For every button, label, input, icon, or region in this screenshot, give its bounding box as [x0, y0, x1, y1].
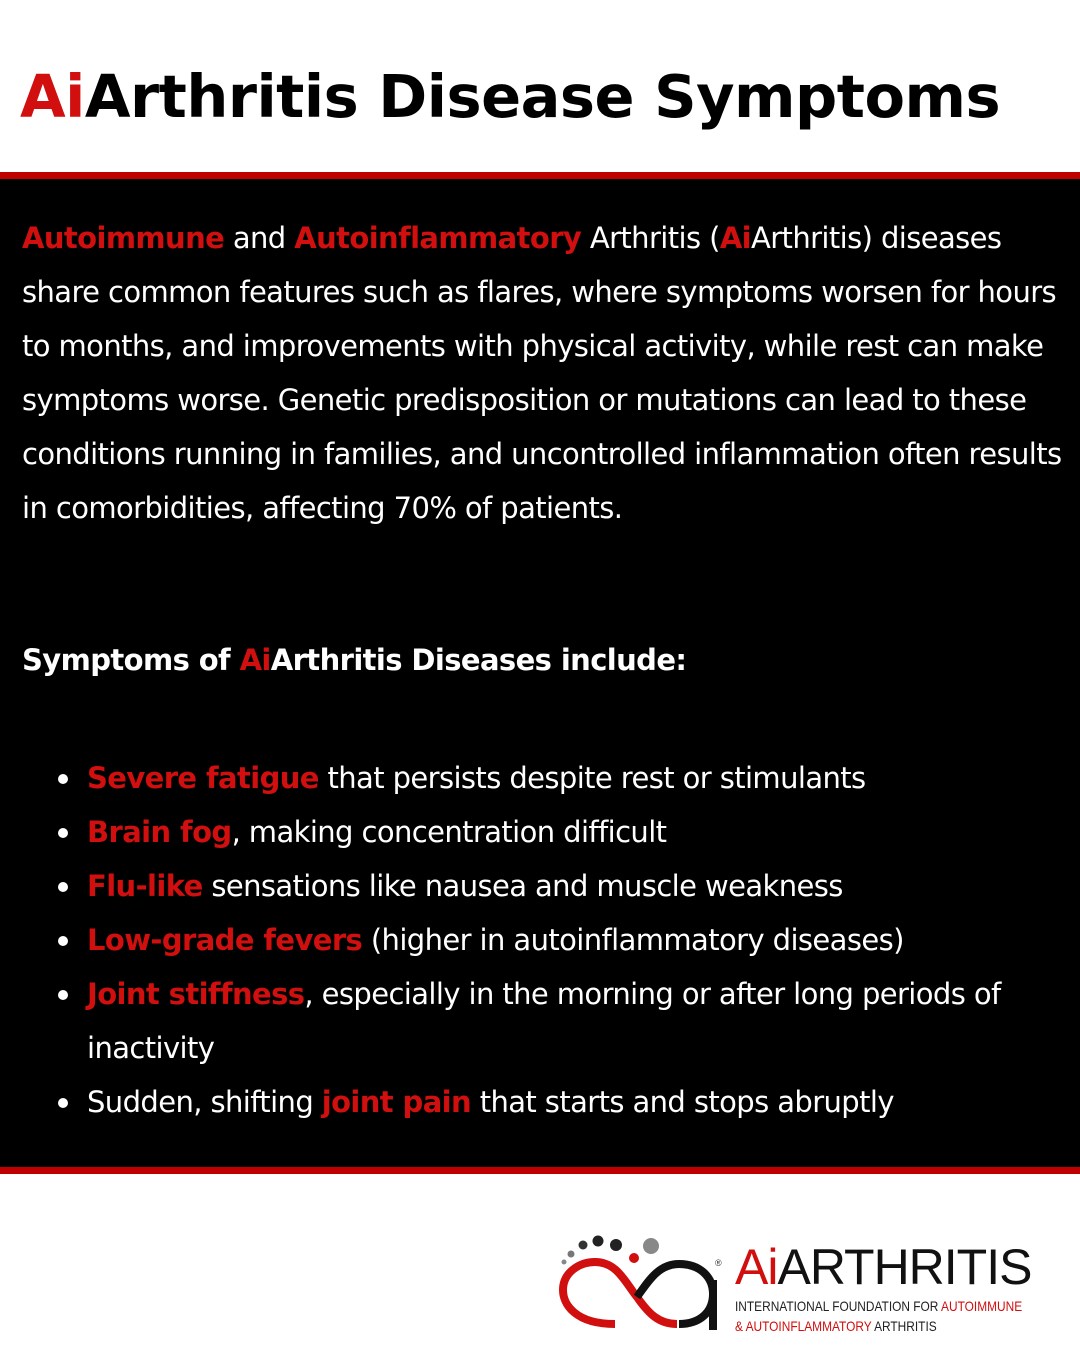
heading-accent: Ai [239, 643, 271, 677]
item-term: Flu-like [87, 869, 203, 903]
list-item [22, 805, 1072, 859]
item-term: Severe fatigue [87, 761, 319, 795]
intro-term: Autoimmune [22, 221, 225, 255]
tagline-text: ARTHRITIS [871, 1318, 937, 1334]
page-title [20, 62, 1000, 131]
intro-text: Arthritis ( [581, 221, 720, 255]
logo-name-text: ARTHRITIS [777, 1239, 1032, 1295]
bottom-divider [0, 1167, 1080, 1174]
logo-accent: Ai [735, 1239, 778, 1295]
item-text: Sudden, shifting [87, 1085, 322, 1119]
aiarthritis-logo [555, 1232, 1035, 1337]
heading-text: Symptoms of [22, 643, 240, 677]
item-text: sensations like nausea and muscle weakness [202, 869, 843, 903]
list-item [22, 859, 1072, 913]
intro-term: Autoinflammatory [294, 221, 582, 255]
intro-term: Ai [719, 221, 751, 255]
item-text: , making concentration difficult [231, 815, 667, 849]
symptoms-list [22, 751, 1072, 1129]
symptoms-heading [22, 643, 686, 677]
intro-text: Arthritis) diseases share common features such as flares, where symptoms worsen for hours to months, and improvements with physical activity, while rest can make symptoms worse. Genetic predisposition or mutations can lead to these conditions running in families, and uncontrolled inflammation often results in comorbidities, affecting 70% of patients. [22, 221, 1062, 525]
logo-wordmark [735, 1238, 1031, 1296]
registered-mark: ® [715, 1258, 722, 1268]
item-text: that starts and stops abruptly [471, 1085, 894, 1119]
item-term: Joint stiffness [87, 977, 305, 1011]
list-item [22, 1075, 1072, 1129]
logo-mark-icon [555, 1232, 730, 1337]
tagline-text: INTERNATIONAL FOUNDATION FOR [735, 1298, 942, 1314]
item-text: (higher in autoinflammatory diseases) [362, 923, 904, 957]
title-accent: Ai [20, 62, 85, 131]
list-item [22, 967, 1072, 1075]
top-divider [0, 172, 1080, 179]
item-term: Low-grade fevers [87, 923, 363, 957]
tagline-accent: AUTOIMMUNE [941, 1298, 1023, 1314]
logo-tagline-1 [735, 1298, 1022, 1314]
list-item [22, 913, 1072, 967]
logo-tagline-2 [735, 1318, 937, 1334]
intro-text: and [224, 221, 295, 255]
content-panel [0, 179, 1080, 1167]
item-term: Brain fog [87, 815, 232, 849]
intro-paragraph [22, 211, 1072, 535]
list-item [22, 751, 1072, 805]
item-term: joint pain [321, 1085, 472, 1119]
item-text: , especially in the morning or after long periods of inactivity [87, 977, 1001, 1065]
heading-text: Arthritis Diseases include: [270, 643, 687, 677]
tagline-accent: & AUTOINFLAMMATORY [735, 1318, 872, 1334]
title-rest: Arthritis Disease Symptoms [84, 62, 1001, 131]
item-text: that persists despite rest or stimulants [318, 761, 866, 795]
